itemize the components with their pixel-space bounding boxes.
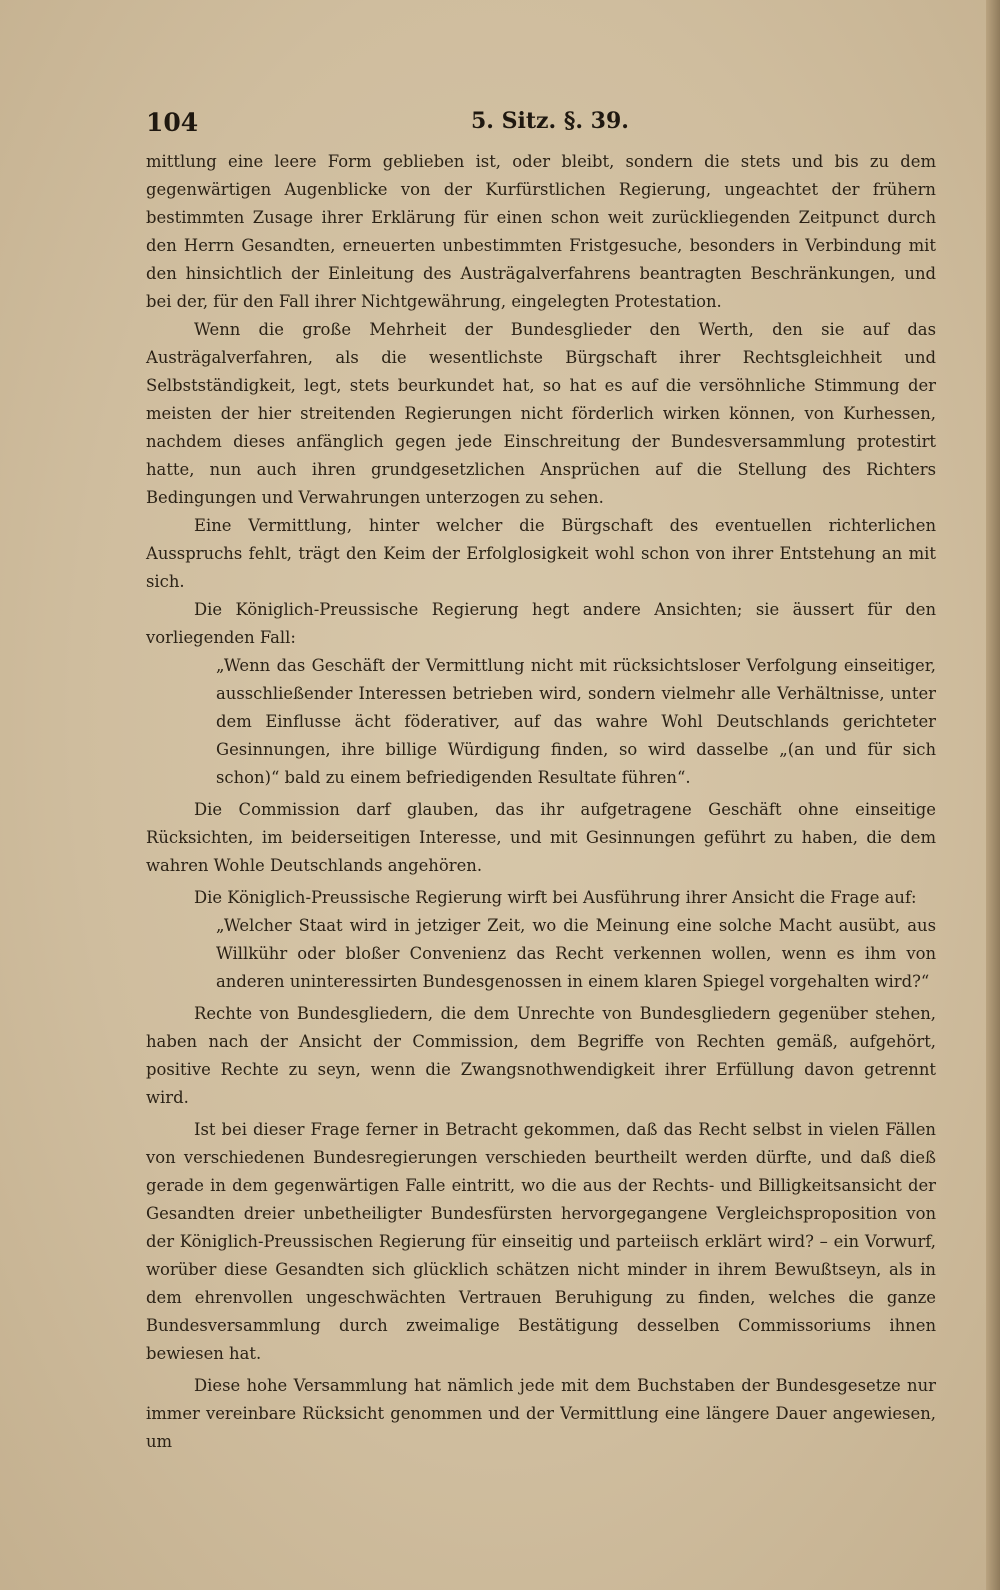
- paragraph: Die Königlich-Preussische Regierung hegt andere Ansichten; sie äussert für den vorliegenden Fall:: [146, 600, 936, 647]
- paragraph: Die Königlich-Preussische Regierung wirft bei Ausführung ihrer Ansicht die Frage auf:: [194, 888, 917, 907]
- paragraph: Ist bei dieser Frage ferner in Betracht gekommen, daß das Recht selbst in vielen Fällen von verschiedenen Bundesregierungen verschieden beurtheilt werden dürfte, und daß dieß gerade in dem gegenwärtigen Falle eintritt, wo die aus der Rechts- und Billigkeitsansicht der Gesandten dreier unbetheiligter Bundesfürsten hervorgegangene Vergleichsproposition von der Königlich-Preussischen Regierung für einseitig und parteiisch erklärt wird? – ein Vorwurf, worüber diese Gesandten sich glücklich schätzen nicht minder in ihrem Bewußtseyn, als in dem ehrenvollen ungeschwächten Vertrauen Beruhigung zu finden, welches die ganze Bundesversammlung durch zweimalige Bestätigung desselben Commissoriums ihnen bewiesen hat.: [146, 1120, 936, 1363]
- paragraph: Rechte von Bundesgliedern, die dem Unrechte von Bundesgliedern gegenüber stehen, haben nach der Ansicht der Commission, dem Begriffe von Rechten gemäß, aufgehört, positive Rechte zu seyn, wenn die Zwangsnothwendigkeit ihrer Erfüllung davon getrennt wird.: [146, 1004, 936, 1107]
- paragraph: Wenn die große Mehrheit der Bundesglieder den Werth, den sie auf das Austrägalverfahren, als die wesentlichste Bürgschaft ihrer Rechtsgleichheit und Selbstständigkeit, legt, stets beurkundet hat, so hat es auf die versöhnliche Stimmung der meisten der hier streitenden Regierungen nicht förderlich wirken können, von Kurhessen, nachdem dieses anfänglich gegen jede Einschreitung der Bundesversammlung protestirt hatte, nun auch ihren grundgesetzlichen Ansprüchen auf die Stellung des Richters Bedingungen und Verwahrungen unterzogen zu sehen.: [146, 320, 936, 507]
- block-quote: „Wenn das Geschäft der Vermittlung nicht mit rücksichtsloser Verfolgung einseitiger, ausschließender Interessen betrieben wird, sondern vielmehr alle Verhältnisse, unter dem Einflusse ächt föderativer, auf das wahre Wohl Deutschlands gerichteter Gesinnungen, ihre billige Würdigung finden, so wird dasselbe „(an und für sich schon)“ bald zu einem befriedigenden Resultate führen“.: [216, 656, 936, 787]
- page-edge: [986, 0, 1000, 1590]
- block-quote: „Welcher Staat wird in jetziger Zeit, wo die Meinung eine solche Macht ausübt, aus Willkühr oder bloßer Convenienz das Recht verkennen wollen, wenn es ihm von anderen uninteressirten Bundesgenossen in einem klaren Spiegel vorgehalten wird?“: [216, 916, 936, 991]
- paragraph: Die Commission darf glauben, das ihr aufgetragene Geschäft ohne einseitige Rücksichten, im beiderseitigen Interesse, und mit Gesinnungen geführt zu haben, die dem wahren Wohle Deutschlands angehören.: [146, 800, 936, 875]
- page-number: 104: [146, 108, 199, 137]
- running-head: 5. Sitz. §. 39.: [471, 108, 629, 134]
- paragraph: Eine Vermittlung, hinter welcher die Bürgschaft des eventuellen richterlichen Ausspruchs fehlt, trägt den Keim der Erfolglosigkeit wohl schon von ihrer Entstehung an mit sich.: [146, 516, 936, 591]
- page-body: [146, 148, 936, 1456]
- paragraph: Diese hohe Versammlung hat nämlich jede mit dem Buchstaben der Bundesgesetze nur immer vereinbare Rücksicht genommen und der Vermittlung eine längere Dauer angewiesen, um: [146, 1376, 936, 1451]
- paragraph-continuation: mittlung eine leere Form geblieben ist, oder bleibt, sondern die stets und bis zu dem gegenwärtigen Augenblicke von der Kurfürstlichen Regierung, ungeachtet der frühern bestimmten Zusage ihrer Erklärung für einen schon weit zurückliegenden Zeitpunct durch den Herrn Gesandten, erneuerten unbestimmten Fristgesuche, besonders in Verbindung mit den hinsichtlich der Einleitung des Austrägalverfahrens beantragten Beschränkungen, und bei der, für den Fall ihrer Nichtgewährung, eingelegten Protestation.: [146, 152, 936, 311]
- page-header: [146, 108, 936, 142]
